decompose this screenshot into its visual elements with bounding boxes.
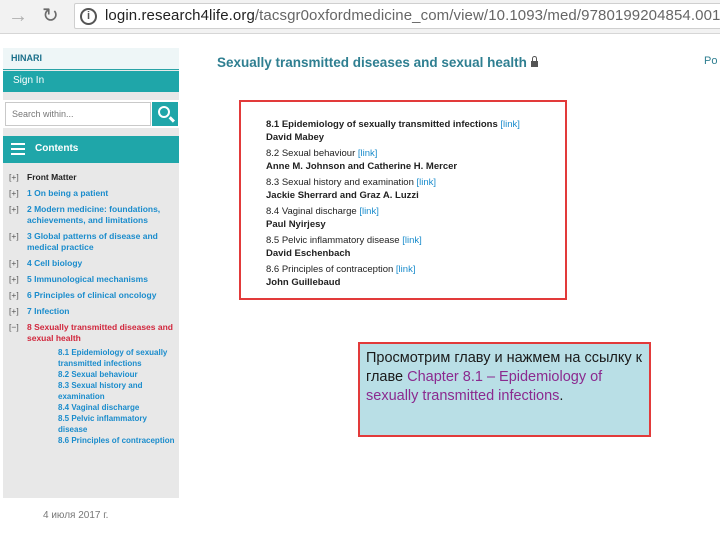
chapter-title-text[interactable]: 8.6 Principles of contraception [266, 264, 394, 275]
toc-item[interactable] [9, 204, 177, 226]
chapter-title [266, 264, 520, 276]
chapter-entry [266, 235, 520, 260]
sidebar [3, 48, 179, 498]
toc-sub-item[interactable]: 8.2 Sexual behaviour [58, 370, 138, 379]
chapter-title [266, 206, 520, 218]
info-icon[interactable]: i [80, 8, 97, 25]
expand-toggle[interactable]: [+] [9, 258, 19, 268]
chapter-author: David Mabey [266, 132, 325, 143]
chapter-link[interactable]: [link] [402, 235, 422, 246]
page-title [217, 55, 538, 70]
toc-item-active[interactable] [9, 322, 177, 344]
chapter-entry [266, 264, 520, 289]
instruction-callout [358, 342, 651, 437]
chapter-author: John Guillebaud [266, 277, 341, 288]
table-of-contents [9, 172, 177, 446]
chapter-title [266, 119, 520, 131]
chapter-entry [266, 119, 520, 144]
slide-date: 4 июля 2017 г. [43, 510, 109, 521]
toc-item-label[interactable]: 4 Cell biology [27, 258, 83, 268]
contents-label: Contents [35, 143, 79, 154]
toc-item-label[interactable]: 2 Modern medicine: foundations, achievements, and limitations [27, 204, 161, 225]
expand-toggle[interactable]: [+] [9, 290, 19, 300]
chapter-author: Anne M. Johnson and Catherine H. Mercer [266, 161, 458, 172]
chapter-title [266, 235, 520, 247]
collapse-toggle[interactable]: [−] [9, 322, 19, 332]
expand-toggle[interactable]: [+] [9, 172, 19, 182]
toc-item[interactable] [9, 231, 177, 253]
chapter-title-text[interactable]: 8.2 Sexual behaviour [266, 148, 356, 159]
expand-toggle[interactable]: [+] [9, 188, 19, 198]
toc-item[interactable] [9, 290, 177, 301]
chapter-link[interactable]: [link] [416, 177, 437, 188]
expand-toggle[interactable]: [+] [9, 306, 19, 316]
callout-text [366, 349, 643, 406]
expand-toggle[interactable]: [+] [9, 204, 19, 214]
toc-item-label[interactable]: Front Matter [27, 172, 77, 182]
toc-sub-list [9, 347, 177, 446]
toc-sub-item[interactable]: 8.3 Sexual history and examination [58, 381, 143, 401]
toc-item[interactable] [9, 188, 177, 199]
chapter-author: Jackie Sherrard and Graz A. Luzzi [266, 190, 419, 201]
search-area [3, 100, 179, 128]
chapter-link[interactable]: [link] [357, 148, 378, 159]
chapter-link[interactable]: [link] [359, 206, 379, 217]
toc-item-label[interactable]: 8 Sexually transmitted diseases and sexual health [27, 322, 173, 343]
sign-in-link[interactable]: Sign In [13, 75, 45, 86]
chapter-list [266, 119, 520, 293]
search-button[interactable] [152, 102, 178, 126]
expand-toggle[interactable]: [+] [9, 274, 19, 284]
chapter-title [266, 148, 520, 160]
forward-arrow-icon[interactable]: → [8, 5, 28, 27]
chapter-entry [266, 206, 520, 231]
toc-sub-item[interactable]: 8.4 Vaginal discharge [58, 403, 140, 412]
toc-item-front-matter[interactable] [9, 172, 177, 183]
url-host: login.research4life.org [105, 7, 255, 24]
browser-toolbar [0, 0, 720, 34]
toc-sub-item[interactable]: 8.1 Epidemiology of sexually transmitted infections [58, 348, 168, 368]
chapter-author: Paul Nyirjesy [266, 219, 326, 230]
toc-sub-item[interactable]: 8.6 Principles of contraception [58, 436, 175, 445]
search-input[interactable] [5, 102, 151, 126]
chapter-title-text[interactable]: 8.3 Sexual history and examination [266, 177, 414, 188]
toc-item-label[interactable]: 7 Infection [27, 306, 70, 316]
chapter-list-highlight [239, 100, 567, 300]
chapter-author: David Eschenbach [266, 248, 351, 259]
url-path: /tacsgr0oxfordmedicine_com/view/10.1093/med/9780199204854.001 [254, 7, 720, 24]
hinari-label: HINARI [11, 53, 42, 63]
toc-item-label[interactable]: 5 Immunological mechanisms [27, 274, 148, 284]
sign-in-bar[interactable] [3, 71, 179, 92]
chapter-title [266, 177, 520, 189]
callout-text-after: . [559, 388, 564, 404]
hinari-bar [3, 48, 179, 70]
toc-item-label[interactable]: 6 Principles of clinical oncology [27, 290, 157, 300]
reload-icon[interactable]: ↻ [42, 5, 59, 27]
chapter-entry [266, 177, 520, 202]
toc-item-label[interactable]: 1 On being a patient [27, 188, 109, 198]
search-icon [158, 106, 170, 118]
contents-header[interactable] [3, 136, 179, 163]
toc-item[interactable] [9, 306, 177, 317]
chapter-title-text[interactable]: 8.4 Vaginal discharge [266, 206, 357, 217]
page-title-text: Sexually transmitted diseases and sexual health [217, 55, 527, 70]
chapter-entry [266, 148, 520, 173]
expand-toggle[interactable]: [+] [9, 231, 19, 241]
truncated-link[interactable]: Po [704, 55, 718, 67]
chapter-title-text[interactable]: 8.1 Epidemiology of sexually transmitted infections [266, 119, 498, 130]
address-bar[interactable] [74, 3, 720, 29]
callout-text-before: Просмотрим главу и нажмем на ссылку к главе [366, 350, 643, 385]
lock-icon [531, 61, 538, 67]
chapter-title-text[interactable]: 8.5 Pelvic inflammatory disease [266, 235, 400, 246]
chapter-link[interactable]: [link] [395, 264, 416, 275]
chapter-link[interactable]: [link] [500, 119, 520, 130]
toc-item[interactable] [9, 274, 177, 285]
toc-item-label[interactable]: 3 Global patterns of disease and medical practice [27, 231, 158, 252]
list-icon [11, 143, 25, 155]
toc-sub-item[interactable]: 8.5 Pelvic inflammatory disease [58, 414, 147, 434]
url-text[interactable] [105, 7, 720, 24]
callout-highlight: Chapter 8.1 – Epidemiology of sexually transmitted infections [366, 369, 603, 404]
toc-item[interactable] [9, 258, 177, 269]
